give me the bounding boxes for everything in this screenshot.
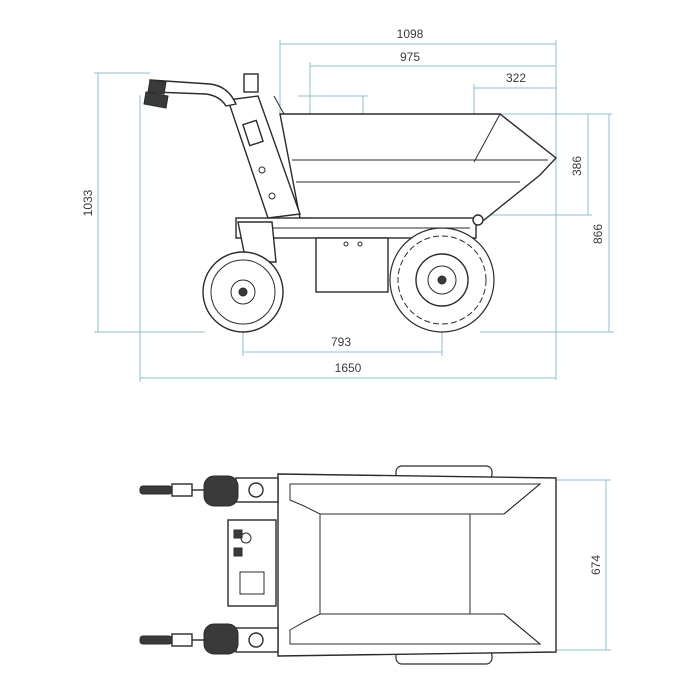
rear-caster-lower (204, 624, 238, 654)
dim-label-1098: 1098 (396, 27, 424, 41)
pivot-pin (473, 215, 483, 225)
front-wheel-axle (438, 276, 446, 284)
dim-label-386: 386 (570, 155, 584, 177)
battery-box (316, 238, 388, 292)
rear-wheel-axle (239, 288, 247, 296)
handle-lever-upper (172, 484, 192, 496)
dim-label-793: 793 (330, 335, 352, 349)
bucket-body (280, 114, 556, 220)
wheelbarrow-top-illustration (140, 466, 556, 664)
caster-pivot-upper (249, 483, 263, 497)
control-button-2 (234, 548, 242, 556)
dim-label-1033: 1033 (81, 189, 95, 217)
handle-grip-upper (140, 486, 172, 494)
handle-lever-lower (172, 634, 192, 646)
control-button-1 (234, 530, 242, 538)
rear-caster-upper (204, 476, 238, 506)
bucket-rear-lip (274, 96, 284, 114)
handle-display (244, 74, 258, 92)
caster-pivot-lower (249, 633, 263, 647)
dim-label-975: 975 (399, 50, 421, 64)
top-view (140, 466, 611, 664)
handle-grip-lower (140, 636, 172, 644)
handle-grip-top (148, 80, 166, 94)
side-view (81, 27, 614, 382)
dim-label-1650: 1650 (334, 361, 362, 375)
dim-label-674: 674 (589, 554, 603, 576)
dim-label-322: 322 (505, 71, 527, 85)
dim-label-866: 866 (591, 223, 605, 245)
wheelbarrow-side-illustration (144, 74, 556, 332)
